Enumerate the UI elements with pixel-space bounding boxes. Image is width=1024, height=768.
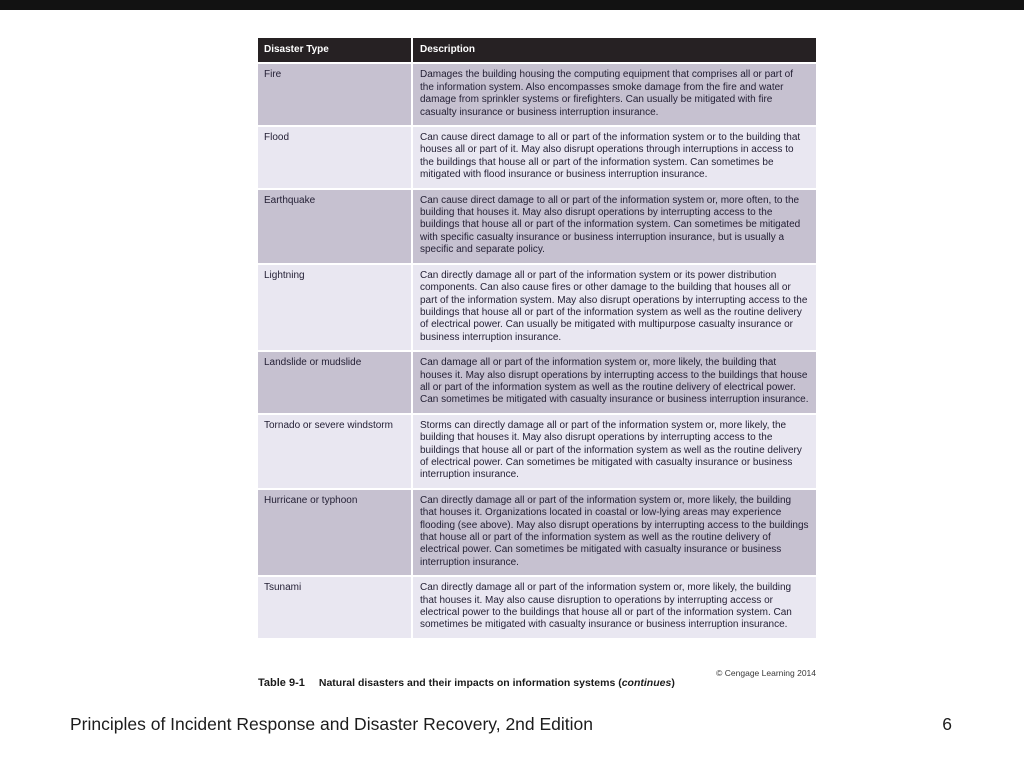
footer-title: Principles of Incident Response and Disaster Recovery, 2nd Edition — [70, 714, 594, 734]
disaster-type-cell: Tsunami — [258, 577, 411, 638]
slide-footer — [70, 714, 952, 735]
page-number: 6 — [942, 714, 952, 734]
table-row-fire — [258, 64, 816, 125]
table-caption-text: Natural disasters and their impacts on information systems ( — [318, 677, 622, 689]
description-cell: Can directly damage all or part of the information system or its power distribution components. Can also cause fires or other damage to the building that houses all or part of the information system. May also disrupt operations by interrupting access to the buildings that house all or part of the information system as well as the routine delivery of electrical power. Can usually be mitigated with multipurpose casualty insurance or business interruption insurance. — [413, 265, 816, 350]
table-row-earthquake — [258, 190, 816, 263]
table-row-flood — [258, 127, 816, 188]
description-cell: Can cause direct damage to all or part of the information system or, more often, to the building that houses it. May also disrupt operations by interrupting access to the buildings that house all or part of the information system. Can sometimes be mitigated with specific casualty insurance or business interruption insurance, but is usually a specific and separate policy. — [413, 190, 816, 263]
table-row-landslide — [258, 352, 816, 413]
description-cell: Can cause direct damage to all or part of the information system or to the building that houses all or part of it. May also disrupt operations through interruptions in access to the buildings that house all or part of the information system. Can sometimes be mitigated with flood insurance or business interruption insurance. — [413, 127, 816, 188]
table-row-tornado — [258, 415, 816, 488]
disaster-table — [258, 38, 816, 638]
column-header-description: Description — [413, 38, 816, 62]
description-cell: Can directly damage all or part of the information system or, more likely, the building that houses it. May also cause disruption to operations by interrupting access or electrical power to the buildings that house all or part of the information system. Can sometimes be mitigated with casualty insurance or business interruption insurance. — [413, 577, 816, 638]
copyright-notice: © Cengage Learning 2014 — [716, 668, 816, 678]
disaster-type-cell: Hurricane or typhoon — [258, 490, 411, 575]
table-caption-continues: continues — [621, 677, 672, 689]
disaster-type-cell: Landslide or mudslide — [258, 352, 411, 413]
table-caption — [258, 677, 816, 689]
table-row-hurricane — [258, 490, 816, 575]
description-cell: Can directly damage all or part of the information system or, more likely, the building that houses it. Organizations located in coastal or low-lying areas may experience flooding (see above). May also disrupt operations by interrupting access to the buildings that house all or part of the information system as well as the routine delivery of electrical power. Can sometimes be mitigated with casualty insurance or business interruption insurance. — [413, 490, 816, 575]
table-row-tsunami — [258, 577, 816, 638]
description-cell: Can damage all or part of the information system or, more likely, the building that houses it. May also disrupt operations by interrupting access to the buildings that house all or part of the information system as well as the routine delivery of electrical power. Can sometimes be mitigated with casualty insurance or business interruption insurance. — [413, 352, 816, 413]
column-header-disaster-type: Disaster Type — [258, 38, 411, 62]
description-cell: Damages the building housing the computing equipment that comprises all or part of the information system. Also encompasses smoke damage from the fire and water damage from sprinkler systems or firefighters. Can usually be mitigated with fire casualty insurance or business interruption insurance. — [413, 64, 816, 125]
disaster-type-cell: Earthquake — [258, 190, 411, 263]
table-row-lightning — [258, 265, 816, 350]
table-caption-label: Table 9-1 — [258, 677, 305, 689]
disaster-type-cell: Flood — [258, 127, 411, 188]
disaster-type-cell: Lightning — [258, 265, 411, 350]
disaster-type-cell: Tornado or severe windstorm — [258, 415, 411, 488]
description-cell: Storms can directly damage all or part of the information system or, more likely, the building that houses it. May also disrupt operations by interrupting access to the buildings that house all or part of the information system as well as the routine delivery of electrical power. Can sometimes be mitigated with casualty insurance or business interruption insurance. — [413, 415, 816, 488]
top-bar — [0, 0, 1024, 10]
disaster-type-cell: Fire — [258, 64, 411, 125]
table-header-row — [258, 38, 816, 62]
table-caption-close: ) — [671, 677, 675, 689]
